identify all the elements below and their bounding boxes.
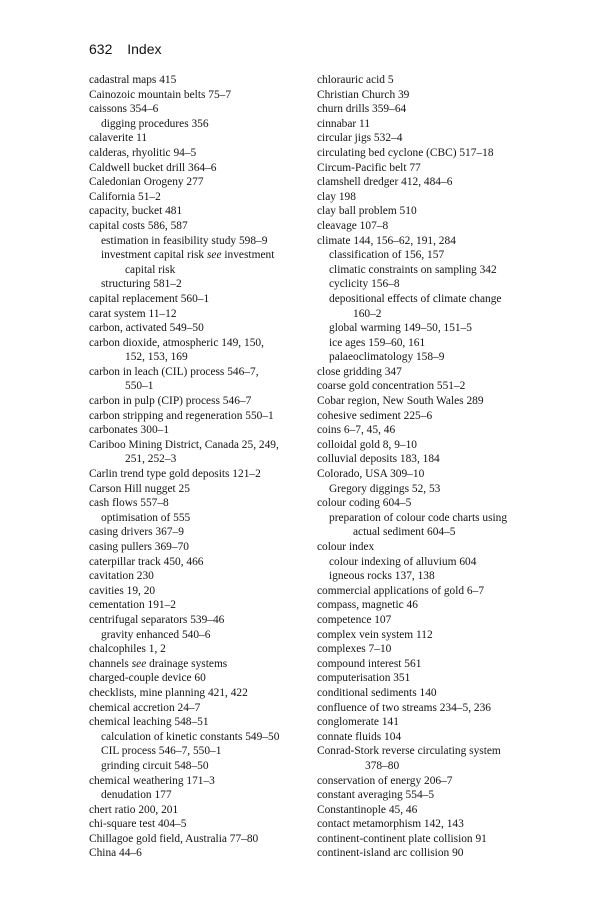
index-subentry: grinding circuit 548–50 (101, 759, 209, 772)
index-entry: continent-continent plate collision 91 (317, 832, 487, 845)
index-entry: California 51–2 (89, 190, 161, 203)
index-entry: Christian Church 39 (317, 88, 410, 101)
index-entry: coarse gold concentration 551–2 (317, 380, 466, 393)
page-title: Index (127, 41, 162, 57)
index-entry: carbon stripping and regeneration 550–1 (89, 409, 274, 422)
index-entry: cementation 191–2 (89, 599, 176, 612)
index-entry: chi-square test 404–5 (89, 818, 187, 831)
index-entry: calderas, rhyolitic 94–5 (89, 146, 197, 159)
index-subentry: colour indexing of alluvium 604 (329, 555, 477, 568)
index-entry: conditional sediments 140 (317, 686, 437, 699)
index-entry: China 44–6 (89, 847, 142, 860)
index-subentry: digging procedures 356 (101, 117, 209, 130)
index-entry: Caldwell bucket drill 364–6 (89, 161, 217, 174)
index-entry: circular jigs 532–4 (317, 132, 403, 145)
index-entry: confluence of two streams 234–5, 236 (317, 701, 491, 714)
index-subentry: palaeoclimatology 158–9 (329, 351, 445, 364)
see-reference: see (131, 657, 147, 670)
index-entry: centrifugal separators 539–46 (89, 613, 225, 626)
index-entry: cavities 19, 20 (89, 584, 156, 597)
see-reference: see (206, 249, 222, 262)
page-number: 632 (89, 41, 113, 57)
index-entry: colloidal gold 8, 9–10 (317, 438, 417, 451)
index-entry: carbon in pulp (CIP) process 546–7 (89, 395, 252, 408)
entry-text: drainage systems (146, 657, 228, 670)
index-column-right (317, 73, 541, 861)
index-subentry: igneous rocks 137, 138 (329, 570, 435, 583)
index-entry-continuation: 251, 252–3 (125, 453, 177, 466)
index-entry: chemical leaching 548–51 (89, 716, 209, 729)
page-header (89, 41, 162, 57)
index-entry: competence 107 (317, 613, 392, 626)
index-subentry (89, 248, 307, 263)
index-entry: computerisation 351 (317, 672, 411, 685)
index-entry: colour coding 604–5 (317, 497, 412, 510)
index-entry: conglomerate 141 (317, 716, 399, 729)
index-entry: calaverite 11 (89, 132, 148, 145)
index-entry-continuation: 152, 153, 169 (125, 351, 188, 364)
index-entry: close gridding 347 (317, 365, 402, 378)
index-subentry: structuring 581–2 (101, 278, 182, 291)
index-entry: Chillagoe gold field, Australia 77–80 (89, 832, 259, 845)
entry-text: channels (89, 657, 132, 670)
index-entry: Circum-Pacific belt 77 (317, 161, 421, 174)
index-entry: charged-couple device 60 (89, 672, 206, 685)
index-subentry: global warming 149–50, 151–5 (329, 322, 473, 335)
index-entry: Carlin trend type gold deposits 121–2 (89, 468, 261, 481)
index-entry (89, 657, 307, 672)
index-subentry: classification of 156, 157 (329, 249, 445, 262)
index-subentry: gravity enhanced 540–6 (101, 628, 211, 641)
index-entry: Conrad-Stork reverse circulating system (317, 745, 501, 758)
index-entry: climate 144, 156–62, 191, 284 (317, 234, 456, 247)
index-subentry: Gregory diggings 52, 53 (329, 482, 441, 495)
index-entry: complexes 7–10 (317, 643, 392, 656)
index-subentry: cyclicity 156–8 (329, 278, 400, 291)
entry-text: investment (221, 249, 275, 262)
index-subentry: estimation in feasibility study 598–9 (101, 234, 268, 247)
index-entry: chalcophiles 1, 2 (89, 643, 166, 656)
index-subentry: calculation of kinetic constants 549–50 (101, 730, 280, 743)
index-entry: chemical weathering 171–3 (89, 774, 215, 787)
index-entry: chemical accretion 24–7 (89, 701, 201, 714)
index-entry: commercial applications of gold 6–7 (317, 584, 485, 597)
index-subentry: depositional effects of climate change (329, 292, 502, 305)
index-entry: cadastral maps 415 (89, 74, 177, 86)
index-entry: caissons 354–6 (89, 103, 159, 116)
index-entry-continuation: capital risk (125, 263, 176, 276)
index-entry: colour index (317, 541, 375, 553)
index-entry: Caledonian Orogeny 277 (89, 176, 204, 189)
index-entry: caterpillar track 450, 466 (89, 555, 204, 568)
index-entry: cinnabar 11 (317, 117, 371, 130)
index-entry: carbonates 300–1 (89, 424, 170, 437)
index-entry: capital replacement 560–1 (89, 292, 210, 305)
index-entry: Cariboo Mining District, Canada 25, 249, (89, 438, 279, 451)
index-entry: casing drivers 367–9 (89, 526, 184, 539)
index-entry: coins 6–7, 45, 46 (317, 424, 396, 437)
index-subentry: optimisation of 555 (101, 511, 191, 524)
index-entry-continuation: 550–1 (125, 380, 154, 393)
index-entry: cavitation 230 (89, 570, 154, 583)
index-entry: colluvial deposits 183, 184 (317, 453, 440, 466)
index-column-left (89, 73, 307, 861)
index-entry: clay ball problem 510 (317, 205, 417, 218)
index-subentry: CIL process 546–7, 550–1 (101, 745, 222, 758)
index-entry: casing pullers 369–70 (89, 541, 189, 553)
index-entry: circulating bed cyclone (CBC) 517–18 (317, 146, 494, 159)
index-entry: cohesive sediment 225–6 (317, 409, 433, 422)
entry-text: investment capital risk (101, 249, 207, 262)
index-entry: carbon, activated 549–50 (89, 322, 204, 335)
index-entry: complex vein system 112 (317, 628, 433, 641)
index-entry: clamshell dredger 412, 484–6 (317, 176, 453, 189)
index-entry: chert ratio 200, 201 (89, 803, 179, 816)
index-entry: carbon in leach (CIL) process 546–7, (89, 365, 259, 378)
index-entry: churn drills 359–64 (317, 103, 407, 116)
index-entry: contact metamorphism 142, 143 (317, 818, 464, 831)
index-entry: carbon dioxide, atmospheric 149, 150, (89, 336, 264, 349)
index-entry: Carson Hill nugget 25 (89, 482, 190, 495)
index-entry: Constantinople 45, 46 (317, 803, 418, 816)
index-subentry: ice ages 159–60, 161 (329, 336, 426, 349)
index-entry: cash flows 557–8 (89, 497, 169, 510)
index-entry: capacity, bucket 481 (89, 205, 183, 218)
index-entry: compass, magnetic 46 (317, 599, 418, 612)
index-entry: conservation of energy 206–7 (317, 774, 453, 787)
index-entry: constant averaging 554–5 (317, 789, 435, 802)
index-entry: connate fluids 104 (317, 730, 402, 743)
index-entry: Cobar region, New South Wales 289 (317, 395, 484, 408)
index-entry: Cainozoic mountain belts 75–7 (89, 88, 232, 101)
index-subentry: denudation 177 (101, 789, 172, 802)
index-subentry: preparation of colour code charts using (329, 511, 508, 524)
index-entry-continuation: actual sediment 604–5 (353, 526, 456, 539)
index-entry-continuation: 378–80 (365, 759, 400, 772)
index-entry-continuation: 160–2 (353, 307, 382, 320)
index-entry: checklists, mine planning 421, 422 (89, 686, 248, 699)
index-entry: compound interest 561 (317, 657, 422, 670)
index-entry: chlorauric acid 5 (317, 74, 394, 86)
index-entry: continent-island arc collision 90 (317, 847, 464, 860)
index-subentry: climatic constraints on sampling 342 (329, 263, 497, 276)
index-entry: Colorado, USA 309–10 (317, 468, 425, 481)
index-entry: capital costs 586, 587 (89, 219, 188, 232)
index-entry: clay 198 (317, 190, 356, 203)
index-entry: cleavage 107–8 (317, 219, 389, 232)
index-entry: carat system 11–12 (89, 307, 177, 320)
